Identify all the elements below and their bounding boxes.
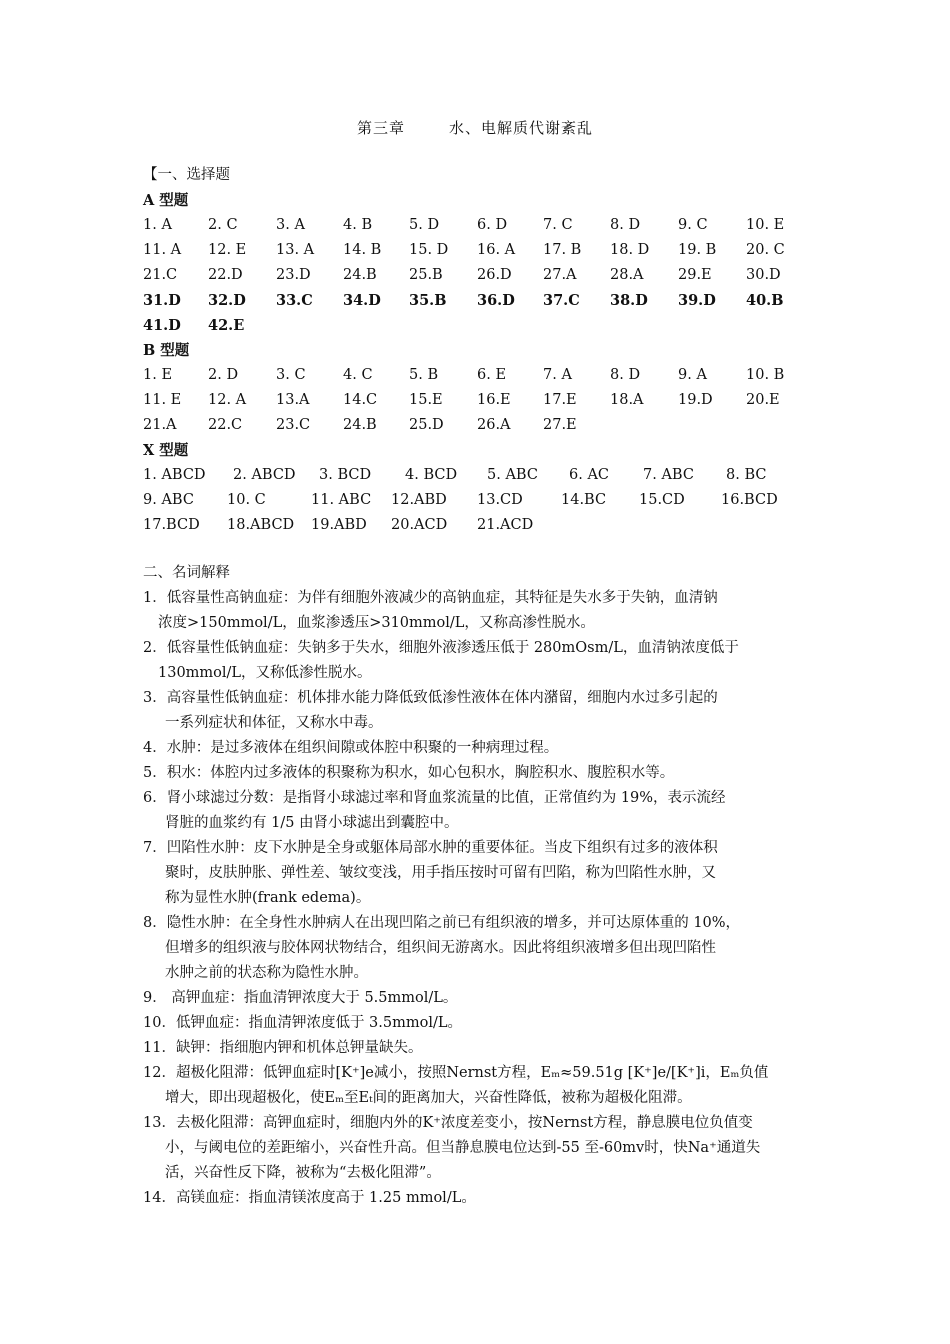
- answer-item: 24.B: [343, 267, 377, 283]
- answer-item: 28.A: [610, 267, 644, 283]
- answer-item: 19.ABD: [311, 517, 367, 533]
- answer-item: 5. D: [409, 217, 440, 233]
- answer-row: [143, 513, 813, 538]
- definition-item: [143, 836, 813, 911]
- answer-row: [143, 488, 813, 513]
- definition-item: [143, 761, 813, 786]
- answer-row: [143, 288, 813, 313]
- answer-item: 37.C: [543, 292, 580, 309]
- definition-item: [143, 1186, 813, 1211]
- answer-item: 19.D: [678, 392, 713, 408]
- answer-item: 24.B: [343, 417, 377, 433]
- definition-first-line: 10．低钾血症：指血清钾浓度低于 3.5mmol/L。: [143, 1015, 462, 1031]
- answer-item: 15. D: [409, 242, 449, 258]
- answer-item: 11. ABC: [311, 492, 372, 508]
- answer-row: [143, 213, 813, 238]
- definition-first-line: 4．水肿：是过多液体在组织间隙或体腔中积聚的一种病理过程。: [143, 740, 559, 756]
- definition-item: [143, 986, 813, 1011]
- section-heading: 二、名词解释: [143, 565, 230, 581]
- answer-item: 30.D: [746, 267, 781, 283]
- answer-item: 11. A: [143, 242, 182, 258]
- answer-item: 8. D: [610, 367, 641, 383]
- answer-item: 40.B: [746, 292, 784, 309]
- definition-first-line: 6．肾小球滤过分数：是指肾小球滤过率和肾血浆流量的比值，正常值约为 19%，表示流经: [143, 790, 726, 806]
- chapter-name: 水、电解质代谢紊乱: [449, 119, 594, 137]
- answer-item: 39.D: [678, 292, 716, 309]
- answer-item: 42.E: [208, 317, 245, 334]
- definition-first-line: 9． 高钾血症：指血清钾浓度大于 5.5mmol/L。: [143, 990, 458, 1006]
- answer-item: 14.BC: [561, 492, 607, 508]
- definition-first-line: 12．超极化阻滞：低钾血症时[K⁺]e减小，按照Nernst方程，Eₘ≈59.51g [K⁺]e/[K⁺]i，Eₘ负值: [143, 1065, 769, 1081]
- answer-item: 12.ABD: [391, 492, 447, 508]
- answer-item: 20. C: [746, 242, 785, 258]
- section-heading: 【一、选择题: [143, 167, 230, 183]
- answer-item: 22.D: [208, 267, 243, 283]
- answer-item: 2. C: [208, 217, 238, 233]
- answer-item: 23.C: [276, 417, 311, 433]
- answer-item: 2. ABCD: [233, 467, 296, 483]
- definition-item: [143, 686, 813, 736]
- definition-continuation: 肾脏的血浆约有 1/5 由肾小球滤出到囊腔中。: [165, 815, 459, 831]
- definition-item: [143, 1111, 813, 1186]
- answer-item: 25.D: [409, 417, 444, 433]
- answer-item: 7. ABC: [643, 467, 694, 483]
- answer-item: 8. BC: [726, 467, 767, 483]
- answer-item: 19. B: [678, 242, 717, 258]
- answer-item: 7. C: [543, 217, 573, 233]
- answer-item: 38.D: [610, 292, 648, 309]
- a-type-label: A 型题: [143, 192, 189, 209]
- definition-continuation: 浓度>150mmol/L，血浆渗透压>310mmol/L，又称高渗性脱水。: [158, 615, 595, 631]
- answer-item: 25.B: [409, 267, 443, 283]
- definition-continuation: 水肿之前的状态称为隐性水肿。: [165, 965, 368, 981]
- answer-row: [143, 463, 813, 488]
- definition-continuation: 一系列症状和体征，又称水中毒。: [165, 715, 383, 731]
- definition-first-line: 5．积水：体腔内过多液体的积聚称为积水，如心包积水，胸腔积水、腹腔积水等。: [143, 765, 675, 781]
- answer-item: 13.A: [276, 392, 310, 408]
- answer-item: 14. B: [343, 242, 382, 258]
- answer-item: 10. C: [227, 492, 266, 508]
- answer-item: 16.BCD: [721, 492, 778, 508]
- answer-item: 18. D: [610, 242, 650, 258]
- definition-continuation: 但增多的组织液与胶体网状物结合，组织间无游离水。因此将组织液增多但出现凹陷性: [165, 940, 716, 956]
- answer-row: [143, 238, 813, 263]
- answer-item: 9. ABC: [143, 492, 194, 508]
- answer-item: 13.CD: [477, 492, 523, 508]
- definition-continuation: 130mmol/L，又称低渗性脱水。: [158, 665, 372, 681]
- a-type-answers: [143, 213, 813, 338]
- answer-item: 5. B: [409, 367, 439, 383]
- answer-item: 20.E: [746, 392, 780, 408]
- answer-item: 3. A: [276, 217, 305, 233]
- answer-item: 26.D: [477, 267, 512, 283]
- answer-item: 35.B: [409, 292, 447, 309]
- definition-first-line: 2．低容量性低钠血症：失钠多于失水，细胞外液渗透压低于 280mOsm/L，血清钠浓度低于: [143, 640, 739, 656]
- answer-item: 11. E: [143, 392, 182, 408]
- answer-item: 18.A: [610, 392, 644, 408]
- answer-item: 1. ABCD: [143, 467, 206, 483]
- definition-item: [143, 786, 813, 836]
- definition-first-line: 14．高镁血症：指血清镁浓度高于 1.25 mmol/L。: [143, 1190, 476, 1206]
- definition-continuation: 小，与阈电位的差距缩小，兴奋性升高。但当静息膜电位达到-55 至-60mv时，快Na⁺通道失: [165, 1140, 761, 1156]
- definition-item: [143, 1011, 813, 1036]
- answer-item: 9. C: [678, 217, 708, 233]
- definition-item: [143, 636, 813, 686]
- b-type-answers: [143, 363, 813, 438]
- definition-first-line: 3．高容量性低钠血症：机体排水能力降低致低渗性液体在体内潴留，细胞内水过多引起的: [143, 690, 718, 706]
- definition-first-line: 8．隐性水肿：在全身性水肿病人在出现凹陷之前已有组织液的增多，并可达原体重的 10%，: [143, 915, 741, 931]
- answer-row: [143, 388, 813, 413]
- answer-section: [143, 163, 813, 538]
- answer-item: 4. B: [343, 217, 373, 233]
- definition-continuation: 活，兴奋性反下降，被称为“去极化阻滞”。: [165, 1165, 441, 1181]
- answer-item: 21.A: [143, 417, 177, 433]
- answer-item: 1. A: [143, 217, 172, 233]
- answer-item: 13. A: [276, 242, 315, 258]
- definition-continuation: 称为显性水肿(frank edema)。: [165, 890, 371, 906]
- answer-item: 7. A: [543, 367, 572, 383]
- answer-row: [143, 263, 813, 288]
- answer-item: 2. D: [208, 367, 239, 383]
- answer-item: 6. AC: [569, 467, 610, 483]
- answer-item: 5. ABC: [487, 467, 538, 483]
- answer-item: 21.C: [143, 267, 178, 283]
- answer-item: 21.ACD: [477, 517, 534, 533]
- chapter-title: [0, 117, 950, 138]
- answer-item: 17. B: [543, 242, 582, 258]
- answer-item: 41.D: [143, 317, 181, 334]
- answer-item: 23.D: [276, 267, 311, 283]
- answer-item: 10. E: [746, 217, 785, 233]
- answer-item: 10. B: [746, 367, 785, 383]
- answer-item: 16.E: [477, 392, 511, 408]
- definition-item: [143, 736, 813, 761]
- answer-item: 3. BCD: [319, 467, 372, 483]
- answer-item: 3. C: [276, 367, 306, 383]
- answer-item: 26.A: [477, 417, 511, 433]
- definition-continuation: 聚时，皮肤肿胀、弹性差、皱纹变浅，用手指压按时可留有凹陷，称为凹陷性水肿，又: [165, 865, 716, 881]
- answer-item: 12. E: [208, 242, 247, 258]
- answer-item: 15.E: [409, 392, 443, 408]
- answer-item: 4. BCD: [405, 467, 458, 483]
- answer-item: 33.C: [276, 292, 313, 309]
- answer-item: 32.D: [208, 292, 246, 309]
- answer-item: 36.D: [477, 292, 515, 309]
- answer-item: 29.E: [678, 267, 712, 283]
- answer-item: 1. E: [143, 367, 173, 383]
- definitions-section: [143, 561, 813, 1211]
- answer-item: 12. A: [208, 392, 247, 408]
- answer-item: 17.E: [543, 392, 577, 408]
- answer-item: 34.D: [343, 292, 381, 309]
- answer-item: 6. D: [477, 217, 508, 233]
- answer-row: [143, 313, 813, 338]
- answer-item: 27.E: [543, 417, 577, 433]
- answer-item: 9. A: [678, 367, 707, 383]
- answer-item: 8. D: [610, 217, 641, 233]
- answer-item: 16. A: [477, 242, 516, 258]
- answer-item: 6. E: [477, 367, 507, 383]
- answer-item: 14.C: [343, 392, 378, 408]
- answer-item: 31.D: [143, 292, 181, 309]
- b-type-label: B 型题: [143, 342, 190, 359]
- answer-item: 4. C: [343, 367, 373, 383]
- answer-item: 17.BCD: [143, 517, 200, 533]
- definition-list: [143, 586, 813, 1211]
- definition-first-line: 1．低容量性高钠血症：为伴有细胞外液减少的高钠血症，其特征是失水多于失钠，血清钠: [143, 590, 718, 606]
- answer-row: [143, 413, 813, 438]
- answer-item: 27.A: [543, 267, 577, 283]
- answer-item: 20.ACD: [391, 517, 448, 533]
- answer-item: 15.CD: [639, 492, 685, 508]
- answer-item: 22.C: [208, 417, 243, 433]
- definition-first-line: 7．凹陷性水肿：皮下水肿是全身或躯体局部水肿的重要体征。当皮下组织有过多的液体积: [143, 840, 718, 856]
- definition-first-line: 11．缺钾：指细胞内钾和机体总钾量缺失。: [143, 1040, 423, 1056]
- definition-item: [143, 911, 813, 986]
- x-type-label: X 型题: [143, 442, 189, 459]
- definition-item: [143, 1036, 813, 1061]
- chapter-number: 第三章: [356, 119, 405, 137]
- answer-item: 18.ABCD: [227, 517, 295, 533]
- definition-continuation: 增大，即出现超极化，使Eₘ至Eₜ间的距离加大，兴奋性降低，被称为超极化阻滞。: [165, 1090, 692, 1106]
- definition-first-line: 13．去极化阻滞：高钾血症时，细胞内外的K⁺浓度差变小，按Nernst方程，静息膜电位负值变: [143, 1115, 753, 1131]
- x-type-answers: [143, 463, 813, 538]
- definition-item: [143, 1061, 813, 1111]
- definition-item: [143, 586, 813, 636]
- answer-row: [143, 363, 813, 388]
